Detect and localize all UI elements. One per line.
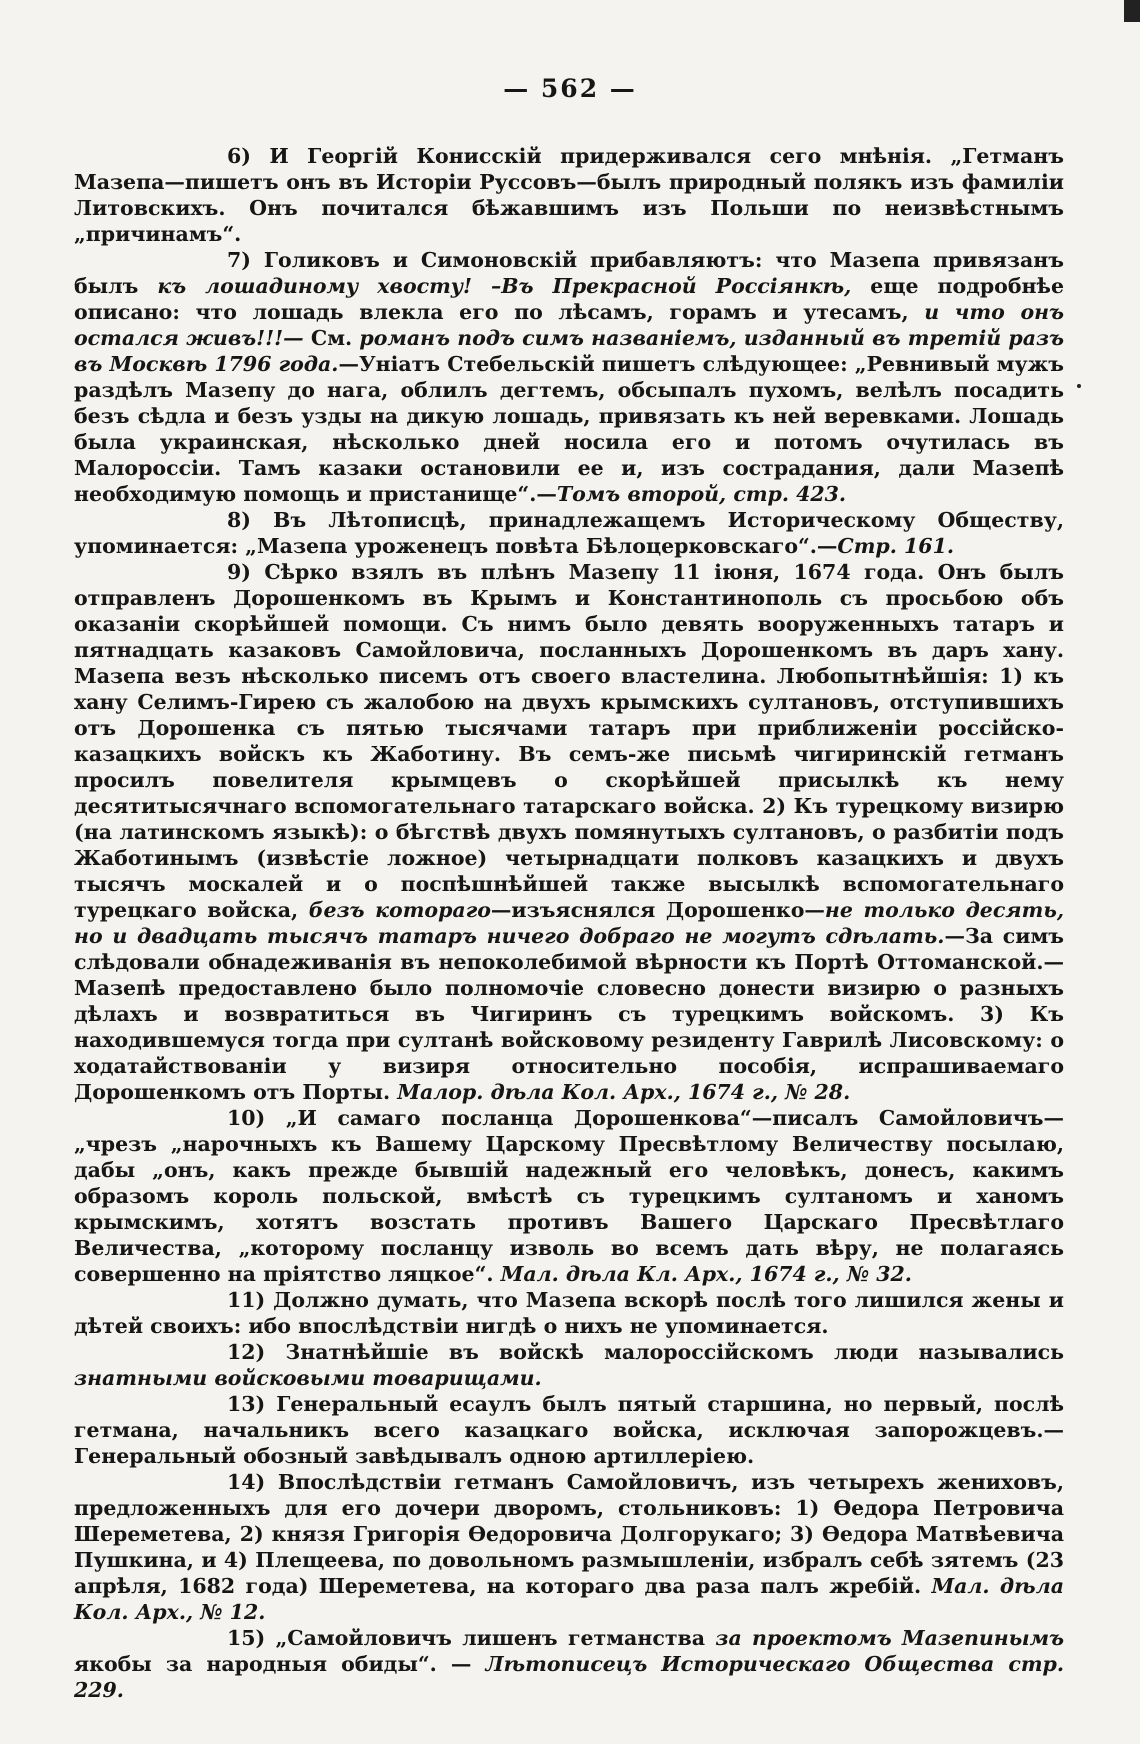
note-italic: за проектомъ Мазепинымъ xyxy=(715,1626,1065,1650)
note-text: 12) Знатнѣйшіе въ войскѣ малороссійскомъ люди назывались xyxy=(227,1340,1064,1364)
note-text: —изъяснялся Дорошенко— xyxy=(490,898,825,922)
note-text: 9) Сѣрко взялъ въ плѣнъ Мазепу 11 іюня, 1674 года. Онъ былъ отправленъ Дорошенкомъ въ Крымъ и Константинополь съ просьбою объ оказаніи скорѣйшей помощи. Съ нимъ было девять вооруженныхъ татаръ и пятнадцать казаковъ Самойловича, посланныхъ Дорошенкомъ въ даръ хану. Мазепа везъ нѣсколько писемъ отъ своего властелина. Любопытнѣйшія: 1) къ хану Селимъ-Гирею съ жалобою на двухъ крымскихъ султановъ, отступившихъ отъ Дорошенка съ пятью тысячами татаръ при приближеніи россійско-казацкихъ войскъ къ Жаботину. Въ семъ-же письмѣ чигиринскій гетманъ просилъ повелителя крымцевъ о скорѣйшей присылкѣ къ нему десятитысячнаго вспомогательнаго татарскаго войска. 2) Къ турецкому визирю (на латинскомъ языкѣ): о бѣгствѣ двухъ помянутыхъ султановъ, о разбитіи подъ Жаботинымъ (извѣстіе ложное) четырнадцати полковъ казацкихъ и двухъ тысячъ москалей и о поспѣшнѣйшей также высылкѣ вспомогательнаго турецкаго войска, xyxy=(74,560,1064,922)
note-text: 6) И Георгій Конисскій придерживался сего мнѣнія. „Гетманъ Мазепа—пишетъ онъ въ Исторіи Руссовъ—былъ природный полякъ изъ фамиліи Литовскихъ. Онъ почитался бѣжавшимъ изъ Польши по неизвѣстнымъ „причинамъ“. xyxy=(74,144,1064,246)
footnote-11 xyxy=(74,1287,1064,1339)
footnote-9 xyxy=(74,559,1064,1105)
footnote-15 xyxy=(74,1625,1064,1703)
footnote-12 xyxy=(74,1339,1064,1391)
note-italic: не только десять, но и двадцать тысячъ татаръ ничего добраго не могутъ сдѣлать. xyxy=(74,898,1064,948)
note-italic: Малор. дѣла Кол. Арх., 1674 г., № 28. xyxy=(397,1080,851,1104)
note-italic: Мал. дѣла Кл. Арх., 1674 г., № 32. xyxy=(500,1262,912,1286)
footnote-8 xyxy=(74,507,1064,559)
note-text: 8) Въ Лѣтописцѣ, принадлежащемъ Историческому Обществу, упоминается: „Мазепа уроженецъ повѣта Бѣлоцерковскаго“.— xyxy=(74,508,1064,558)
note-italic: Стр. 161. xyxy=(837,534,954,558)
note-italic: знатными войсковыми товарищами. xyxy=(74,1366,542,1390)
note-text: 10) „И самаго посланца Дорошенкова“—писалъ Самойловичъ—„чрезъ „нарочныхъ къ Вашему Царскому Пресвѣтлому Величеству посылаю, дабы „онъ, какъ прежде бывшій надежный его человѣкъ, донесъ, какимъ образомъ король польской, вмѣстѣ съ турецкимъ султаномъ и ханомъ крымскимъ, хотятъ возстать противъ Вашего Царскаго Пресвѣтлаго Величества, „которому посланцу изволь во всемъ дать вѣру, не полагаясь совершенно на пріятство ляцкое“. xyxy=(74,1106,1064,1286)
note-text: якобы за народныя обиды“. — xyxy=(74,1652,486,1676)
page-number: — 562 — xyxy=(503,74,637,103)
note-italic: Томъ второй, стр. 423. xyxy=(556,482,847,506)
scan-edge-mark xyxy=(1124,0,1140,22)
note-text: См. xyxy=(303,326,360,350)
note-text: 14) Впослѣдствіи гетманъ Самойловичъ, изъ четырехъ жениховъ, предложенныхъ для его дочери дворомъ, стольниковъ: 1) Өедора Петровича Шереметева, 2) князя Григорія Өедоровича Долгорукаго; 3) Өедора Матвѣевича Пушкина, и 4) Плещеева, по довольномъ размышленіи, избралъ себѣ зятемъ (23 апрѣля, 1682 года) Шереметева, на котораго два раза палъ жребій. xyxy=(74,1470,1064,1598)
note-text: 15) „Самойловичъ лишенъ гетманства xyxy=(227,1626,716,1650)
note-text: 7) Голиковъ и Симоновскій прибавляютъ: что Мазепа привязанъ былъ xyxy=(74,248,1064,298)
note-italic: и что онъ остался живъ!!!— xyxy=(74,300,1064,350)
note-text: —За симъ слѣдовали обнадеживанія въ непоколебимой вѣрности къ Портѣ Оттоманской.—Мазепѣ предоставлено было полномочіе словесно донести визирю о разныхъ дѣлахъ и возвратиться въ Чигиринъ съ турецкимъ войскомъ. 3) Къ находившемуся тогда при султанѣ войсковому резиденту Гаврилѣ Лисовскому: о ходатайствованіи у визиря относительно пособія, испрашиваемаго Дорошенкомъ отъ Порты. xyxy=(74,924,1064,1104)
note-text: еще подробнѣе описано: что лошадь влекла его по лѣсамъ, горамъ и утесамъ, xyxy=(74,274,1064,324)
footnote-13 xyxy=(74,1391,1064,1469)
note-italic: къ лошадиному хвосту! –Въ Прекрасной Россіянкѣ, xyxy=(157,274,852,298)
footnote-7 xyxy=(74,247,1064,507)
note-italic: романъ подъ симъ названіемъ, изданный въ третій разъ въ Москвѣ 1796 года. xyxy=(74,326,1064,376)
note-italic: Лѣтописецъ Историческаго Общества стр. 229. xyxy=(74,1652,1064,1702)
footnote-14 xyxy=(74,1469,1064,1625)
footnote-6 xyxy=(74,143,1064,247)
footnotes-body xyxy=(74,143,1064,1703)
note-italic: Мал. дѣла Кол. Арх., № 12. xyxy=(74,1574,1064,1624)
note-italic: безъ котораго xyxy=(308,898,491,922)
scan-speck xyxy=(1077,384,1081,388)
note-text: 11) Должно думать, что Мазепа вскорѣ послѣ того лишился жены и дѣтей своихъ: ибо впослѣдствіи нигдѣ о нихъ не упоминается. xyxy=(74,1288,1064,1338)
note-text: —Уніатъ Стебельскій пишетъ слѣдующее: „Ревнивый мужъ раздѣлъ Мазепу до нага, облилъ дегтемъ, обсыпалъ пухомъ, велѣлъ посадить безъ сѣдла и безъ узды на дикую лошадь, привязать къ ней веревками. Лошадь была украинская, нѣсколько дней носила его и потомъ очутилась въ Малороссіи. Тамъ казаки остановили ее и, изъ сострадания, дали Мазепѣ необходимую помощь и пристанище“.— xyxy=(74,352,1064,506)
note-text: 13) Генеральный есаулъ былъ пятый старшина, но первый, послѣ гетмана, начальникъ всего казацкаго войска, исключая запорожцевъ.—Генеральный обозный завѣдывалъ одною артиллеріею. xyxy=(74,1392,1064,1468)
footnote-10 xyxy=(74,1105,1064,1287)
